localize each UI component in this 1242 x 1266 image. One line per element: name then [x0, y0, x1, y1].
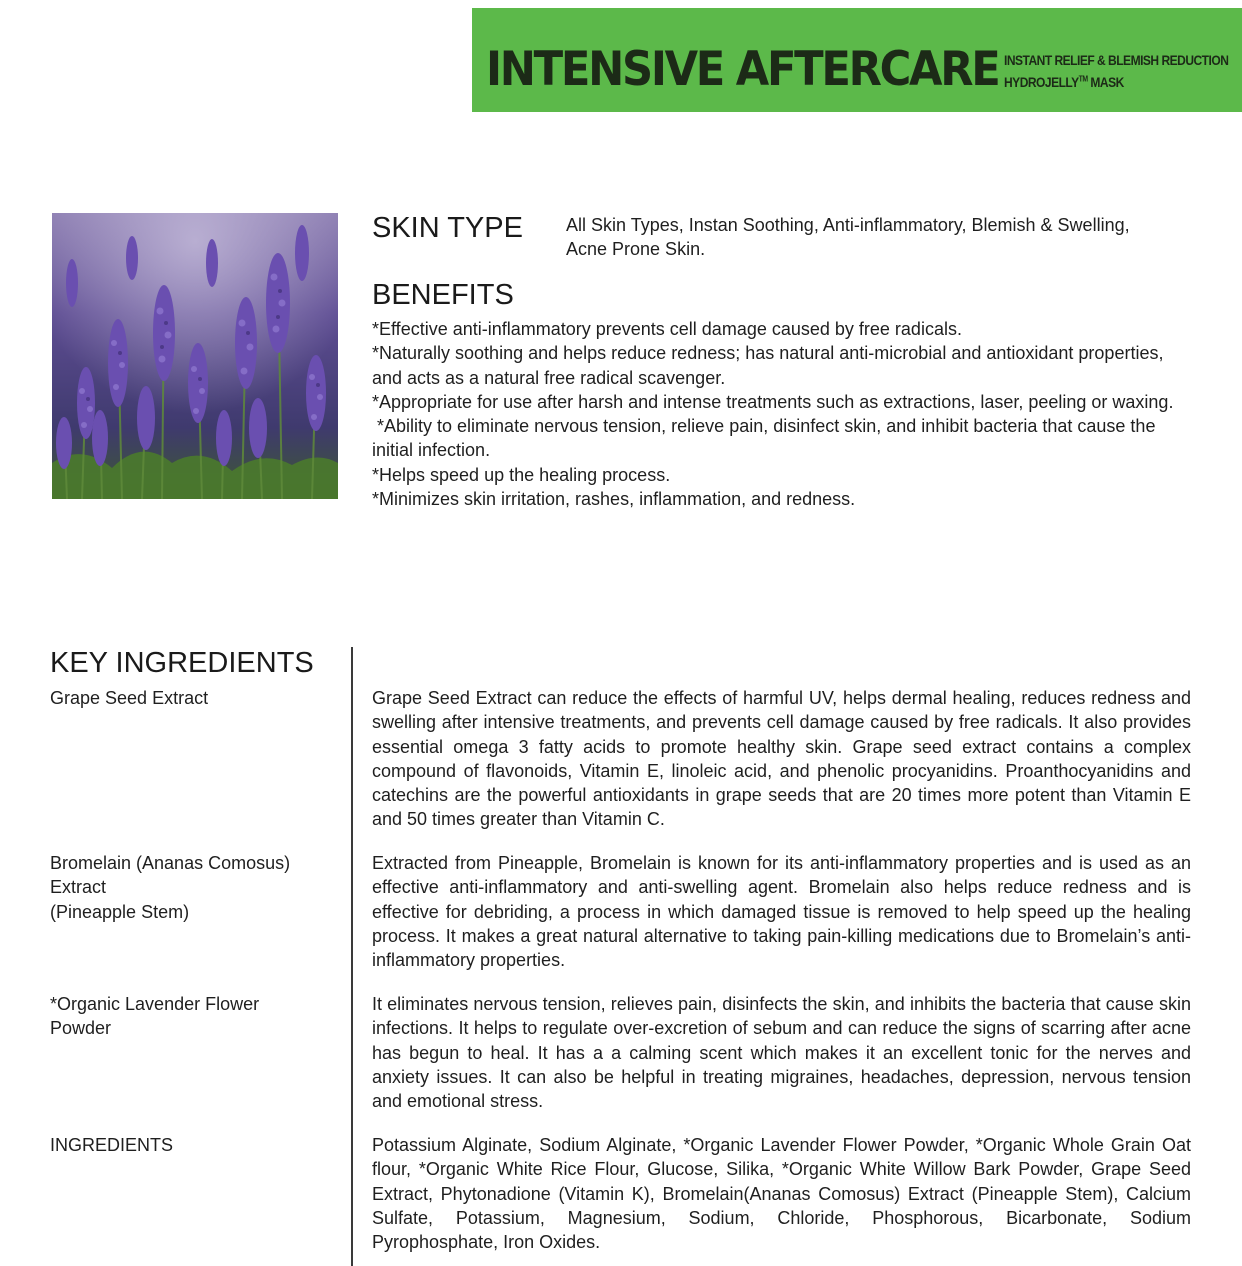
- ingredients-label: INGREDIENTS: [50, 1135, 174, 1155]
- ingredient-description: Extracted from Pineapple, Bromelain is known for its anti-inflammatory properties and is used as an effective anti-inflammatory and anti-swelling agent. Bromelain also helps reduce redness and is effective for debriding, a process in which damaged tissue is removed to help speed up the healing process. It makes a great natural alternative to taking pain-killing medications due to Bromelain’s anti-inflammatory properties.: [372, 853, 1191, 971]
- benefit-item: *Naturally soothing and helps reduce redness; has natural anti-microbial and antioxidant properties, and acts as a natural free radical scavenger.: [372, 343, 1169, 388]
- product-subtitle: INSTANT RELIEF & BLEMISH REDUCTION: [1004, 52, 1229, 68]
- skin-type-value: All Skin Types, Instan Soothing, Anti-inflammatory, Blemish & Swelling, Acne Prone Skin.: [566, 215, 1130, 260]
- header-banner: [472, 8, 1242, 112]
- benefits-heading: BENEFITS: [372, 279, 514, 311]
- key-ingredients-heading: KEY INGREDIENTS: [50, 647, 314, 679]
- skin-type-heading: SKIN TYPE: [372, 212, 523, 244]
- ingredient-description: It eliminates nervous tension, relieves pain, disinfects the skin, and inhibits the bacteria that cause skin infections. It helps to regulate over-excretion of sebum and can reduce the signs of scarring after acne has begun to heal. It has a a calming scent which makes it an excellent tonic for the nerves and anxiety issues. It can also be helpful in treating migraines, headaches, depression, nervous tension and emotional stress.: [372, 994, 1191, 1112]
- lavender-photo: [52, 213, 338, 499]
- ingredient-name: Grape Seed Extract: [50, 688, 209, 708]
- benefit-item: *Helps speed up the healing process.: [372, 464, 671, 485]
- lavender-field-image: [52, 213, 338, 499]
- benefit-item: *Minimizes skin irritation, rashes, inflammation, and redness.: [372, 489, 856, 510]
- ingredient-name: *Organic Lavender Flower Powder: [50, 994, 260, 1039]
- product-type-end: MASK: [1087, 74, 1124, 90]
- benefits-list: [372, 317, 1192, 511]
- product-type-main: HYDROJELLY: [1004, 74, 1079, 90]
- ingredient-description: Grape Seed Extract can reduce the effects of harmful UV, helps dermal healing, reduces redness and swelling after intensive treatments, and prevents cell damage caused by free radicals. It also provides essential omega 3 fatty acids to promote healthy skin. Grape seed extract contains a complex compound of flavonoids, Vitamin E, linoleic acid, and phenolic procyanidins. Proanthocyanidins and catechins are the powerful antioxidants in grape seeds that are 20 times more potent than Vitamin E and 50 times greater than Vitamin C.: [372, 688, 1191, 830]
- benefit-item: *Appropriate for use after harsh and intense treatments such as extractions, laser, peeling or waxing.: [372, 391, 1174, 412]
- benefit-item: *Ability to eliminate nervous tension, relieve pain, disinfect skin, and inhibit bacteria that cause the initial infection.: [372, 416, 1161, 461]
- benefit-item: *Effective anti-inflammatory prevents cell damage caused by free radicals.: [372, 319, 962, 339]
- product-title: INTENSIVE AFTERCARE: [486, 42, 999, 97]
- product-type: [1004, 74, 1124, 90]
- column-divider: [351, 647, 353, 1266]
- ingredients-full-list: Potassium Alginate, Sodium Alginate, *Organic Lavender Flower Powder, *Organic Whole Grain Oat flour, *Organic White Rice Flour, Glucose, Silika, *Organic White Willow Bark Powder, Grape Seed Extract, Phytonadione (Vitamin K), Bromelain(Ananas Comosus) Extract (Pineapple Stem), Calcium Sulfate, Potassium, Magnesium, Sodium, Chloride, Phosphorous, Bicarbonate, Sodium Pyrophosphate, Iron Oxides.: [372, 1135, 1191, 1253]
- trademark-mark: TM: [1078, 74, 1088, 84]
- ingredient-name: Bromelain (Ananas Comosus) Extract (Pineapple Stem): [50, 853, 291, 922]
